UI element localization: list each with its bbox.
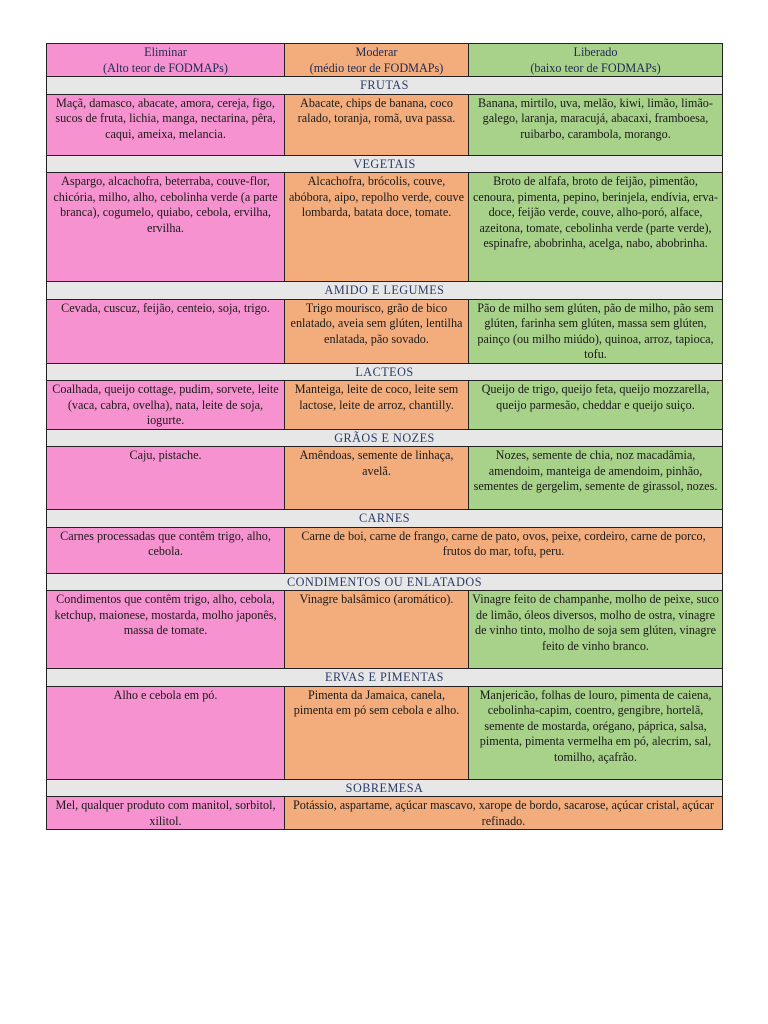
moderar-cell: Amêndoas, semente de linhaça, avelã. [285, 447, 469, 510]
header-liberado-subtitle: (baixo teor de FODMAPs) [530, 60, 661, 75]
section-row-amido [47, 282, 723, 300]
section-row-vegetais [47, 155, 723, 173]
moderar-cell: Manteiga, leite de coco, leite sem lactose, leite de arroz, chantilly. [285, 381, 469, 430]
content-row-ervas [47, 686, 723, 779]
liberado-cell: Vinagre feito de champanhe, molho de peixe, suco de limão, óleos diversos, molho de ostra, vinagre de vinho tinto, molho de soja sem glúten, vinagre feito de vinho branco. [469, 591, 723, 669]
eliminar-cell: Coalhada, queijo cottage, pudim, sorvete, leite (vaca, cabra, ovelha), nata, leite de soja, iogurte. [47, 381, 285, 430]
section-row-ervas [47, 669, 723, 687]
section-title: FRUTAS [47, 77, 723, 95]
header-eliminar-title: Eliminar [144, 45, 187, 59]
eliminar-cell: Condimentos que contêm trigo, alho, cebola, ketchup, maionese, mostarda, molho japonês, massa de tomate. [47, 591, 285, 669]
header-liberado-title: Liberado [573, 45, 618, 59]
section-row-graos [47, 429, 723, 447]
moderar-cell: Trigo mourisco, grão de bico enlatado, aveia sem glúten, lentilha enlatada, pão sovado. [285, 299, 469, 363]
header-eliminar [47, 44, 285, 77]
section-title: AMIDO E LEGUMES [47, 282, 723, 300]
eliminar-cell: Maçã, damasco, abacate, amora, cereja, figo, sucos de fruta, lichia, manga, nectarina, pêra, caqui, ameixa, melancia. [47, 94, 285, 155]
content-row-frutas [47, 94, 723, 155]
header-moderar-subtitle: (médio teor de FODMAPs) [309, 60, 444, 75]
content-row-condimentos [47, 591, 723, 669]
content-row-lacteos [47, 381, 723, 430]
header-eliminar-subtitle: (Alto teor de FODMAPs) [103, 60, 228, 75]
section-row-lacteos [47, 363, 723, 381]
content-row-carnes [47, 527, 723, 573]
section-row-frutas [47, 77, 723, 95]
moderar-cell: Abacate, chips de banana, coco ralado, toranja, romã, uva passa. [285, 94, 469, 155]
section-title: GRÃOS E NOZES [47, 429, 723, 447]
header-liberado [469, 44, 723, 77]
header-moderar-title: Moderar [355, 45, 398, 59]
liberado-cell: Broto de alfafa, broto de feijão, pimentão, cenoura, pimenta, pepino, berinjela, endívia, erva-doce, feijão verde, couve, alho-poró, alface, azeitona, tomate, cebolinha verde (parte verde), espinafre, abobrinha, acelga, nabo, abobrinha. [469, 173, 723, 282]
header-moderar [285, 44, 469, 77]
liberado-cell: Banana, mirtilo, uva, melão, kiwi, limão, limão-galego, laranja, maracujá, abacaxi, framboesa, ruibarbo, carambola, morango. [469, 94, 723, 155]
liberado-cell: Pão de milho sem glúten, pão de milho, pão sem glúten, farinha sem glúten, massa sem glúten, painço (ou milho miúdo), quinoa, arroz, tapioca, tofu. [469, 299, 723, 363]
section-title: VEGETAIS [47, 155, 723, 173]
moderar-cell: Pimenta da Jamaica, canela, pimenta em pó sem cebola e alho. [285, 686, 469, 779]
section-title: LACTEOS [47, 363, 723, 381]
section-title: CARNES [47, 510, 723, 528]
liberado-cell: Nozes, semente de chia, noz macadâmia, amendoim, manteiga de amendoim, pinhão, sementes de gergelim, semente de girassol, nozes. [469, 447, 723, 510]
eliminar-cell: Mel, qualquer produto com manitol, sorbitol, xilitol. [47, 797, 285, 830]
content-row-graos [47, 447, 723, 510]
moderar-liberado-cell: Carne de boi, carne de frango, carne de pato, ovos, peixe, cordeiro, carne de porco, frutos do mar, tofu, peru. [285, 527, 723, 573]
eliminar-cell: Carnes processadas que contêm trigo, alho, cebola. [47, 527, 285, 573]
section-row-sobremesa [47, 779, 723, 797]
moderar-cell: Alcachofra, brócolis, couve, abóbora, aipo, repolho verde, couve lombarda, batata doce, tomate. [285, 173, 469, 282]
section-title: CONDIMENTOS OU ENLATADOS [47, 573, 723, 591]
liberado-cell: Queijo de trigo, queijo feta, queijo mozzarella, queijo parmesão, cheddar e queijo suiço. [469, 381, 723, 430]
eliminar-cell: Caju, pistache. [47, 447, 285, 510]
eliminar-cell: Alho e cebola em pó. [47, 686, 285, 779]
liberado-cell: Manjericão, folhas de louro, pimenta de caiena, cebolinha-capim, coentro, gengibre, hortelã, semente de mostarda, orégano, páprica, salsa, pimenta, pimenta vermelha em pó, alecrim, sal, tomilho, açafrão. [469, 686, 723, 779]
content-row-sobremesa [47, 797, 723, 830]
content-row-vegetais [47, 173, 723, 282]
moderar-cell: Vinagre balsâmico (aromático). [285, 591, 469, 669]
section-row-condimentos [47, 573, 723, 591]
eliminar-cell: Cevada, cuscuz, feijão, centeio, soja, trigo. [47, 299, 285, 363]
section-title: ERVAS E PIMENTAS [47, 669, 723, 687]
moderar-liberado-cell: Potássio, aspartame, açúcar mascavo, xarope de bordo, sacarose, açúcar cristal, açúcar refinado. [285, 797, 723, 830]
header-row [47, 44, 723, 77]
content-row-amido [47, 299, 723, 363]
eliminar-cell: Aspargo, alcachofra, beterraba, couve-flor, chicória, milho, alho, cebolinha verde (a parte branca), cogumelo, quiabo, cebola, ervilha, ervilha. [47, 173, 285, 282]
fodmap-table [46, 43, 723, 830]
section-title: SOBREMESA [47, 779, 723, 797]
section-row-carnes [47, 510, 723, 528]
